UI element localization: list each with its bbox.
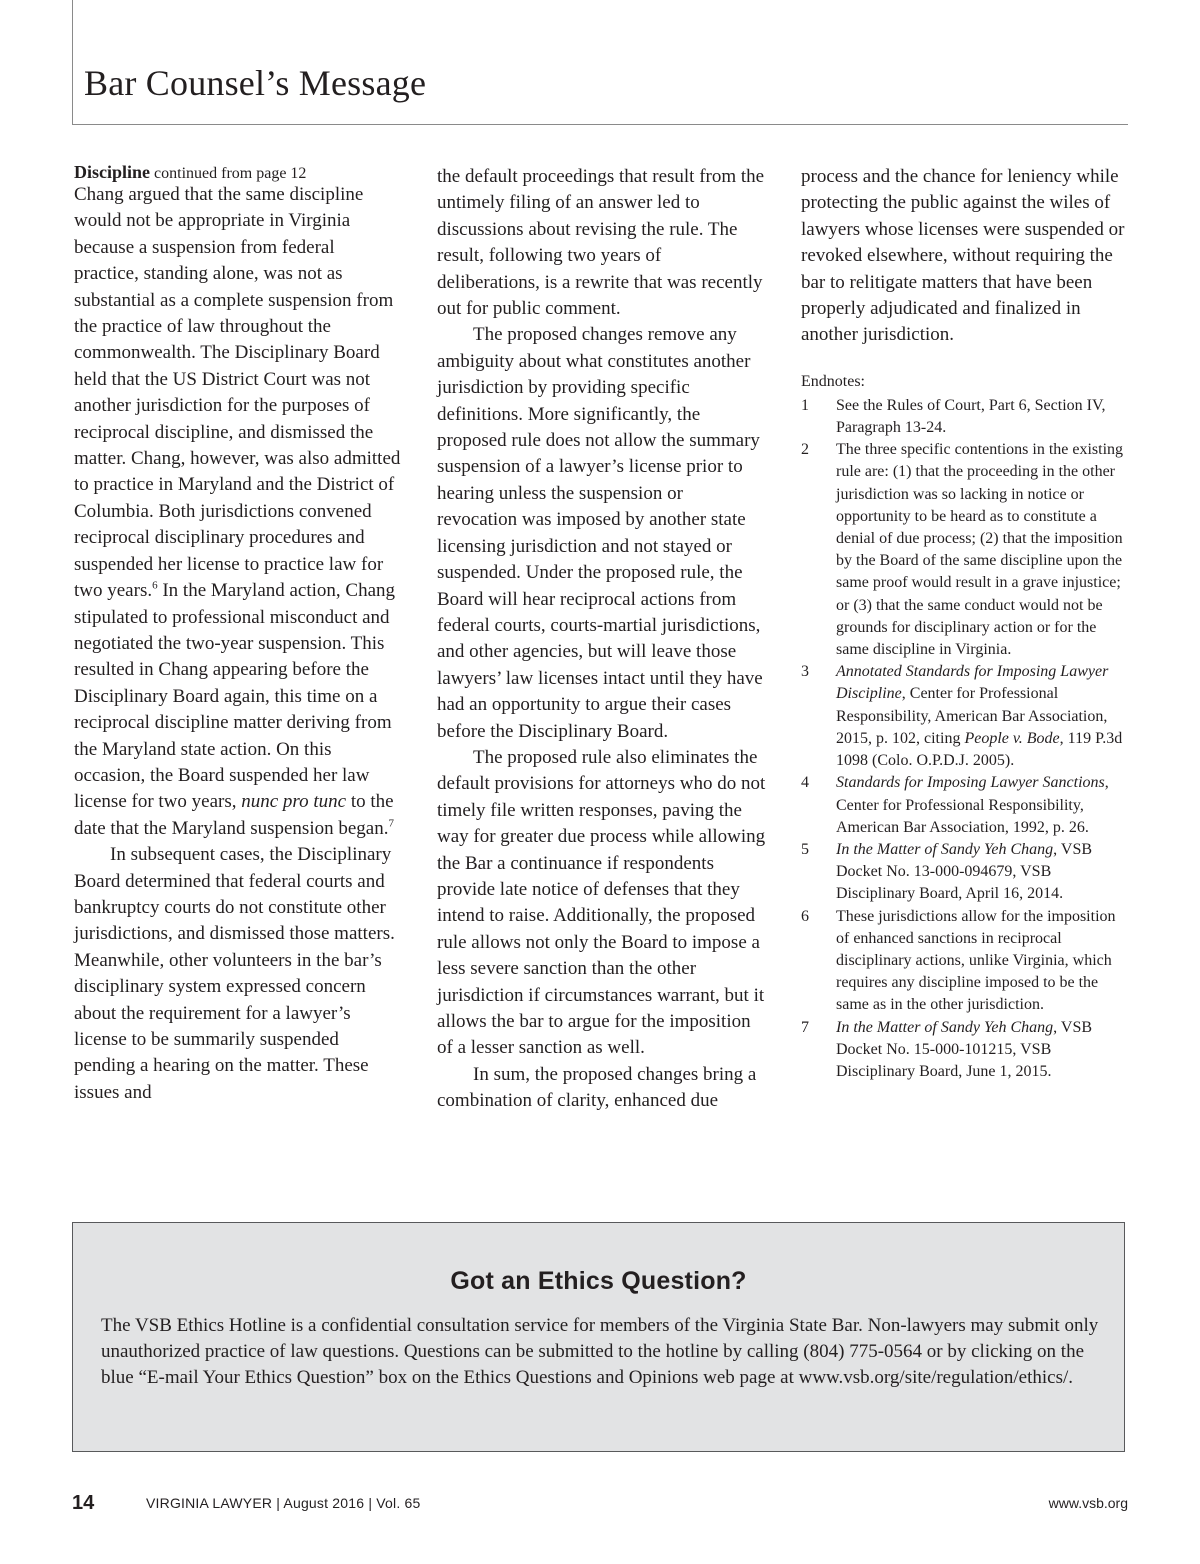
endnote-item	[801, 772, 1129, 839]
endnote-item	[801, 839, 1129, 906]
paragraph: The proposed changes remove any ambiguity about what constitutes another jurisdiction by providing specific definitions. More significantly, the proposed rule does not allow the summary suspension of a lawyer’s license prior to hearing unless the suspension or revocation was imposed by another state licensing jurisdiction and not stayed or suspended. Under the proposed rule, the Board will hear reciprocal actions from federal courts, courts-martial jurisdictions, and other agencies, but will leave those lawyers’ law licenses intact until they have had an opportunity to argue their cases before the Disciplinary Board.	[437, 324, 763, 742]
continued-note	[74, 164, 402, 182]
endnote-text: , VSB Docket No. 15-000-101215, VSB Disciplinary Board, June 1, 2015.	[836, 1018, 1093, 1080]
endnote-item	[801, 395, 1129, 439]
ethics-box-title: Got an Ethics Question?	[450, 1267, 747, 1295]
paragraph: The proposed rule also eliminates the default provisions for attorneys who do not timely file written responses, paving the way for greater due process while allowing the Bar a continuance if respondents provide late notice of defenses that they intend to raise. Additionally, the proposed rule allows not only the Board to impose a less severe sanction than the other jurisdiction if circumstances warrant, but it allows the bar to argue for the imposition of a lesser sanction as well.	[437, 746, 766, 1059]
endnote-number: 6	[801, 907, 809, 925]
paragraph: process and the chance for leniency while protecting the public against the wiles of lawyers whose licenses were suspended or revoked elsewhere, without requiring the bar to relitigate matters that have been properly adjudicated and finalized in another jurisdiction.	[801, 166, 1125, 346]
continued-label: Discipline	[74, 162, 151, 182]
endnote-citation-title: Annotated Standards for Imposing Lawyer Discipline	[836, 663, 1109, 703]
section-title: Bar Counsel’s Message	[84, 63, 427, 103]
endnote-text: , 119 P.3d 1098 (Colo. O.P.D.J. 2005).	[836, 729, 1123, 770]
paragraph: In subsequent cases, the Disciplinary Board determined that federal courts and bankruptcy courts do not constitute other jurisdictions, and dismissed those matters. Meanwhile, other volunteers in the bar’s disciplinary system expressed concern about the requirement for a lawyer’s license to be summarily suspended pending a hearing on the matter. These issues and	[74, 844, 395, 1103]
endnote-item	[801, 439, 1129, 661]
endnote-citation-title: In the Matter of Sandy Yeh Chang	[836, 1018, 1054, 1036]
website-url: www.vsb.org	[1048, 1495, 1128, 1511]
endnote-citation-title: Standards for Imposing Lawyer Sanctions	[836, 774, 1105, 792]
endnote-item	[801, 661, 1129, 772]
paragraph-text: Chang argued that the same discipline would not be appropriate in Virginia because a suspension from federal practice, standing alone, was not as substantial as a complete suspension from the practice of law throughout the commonwealth. The Disciplinary Board held that the US District Court was not another jurisdiction for the purposes of reciprocal discipline, and dismissed the matter. Chang, however, was also admitted to practice in Maryland and the District of Columbia. Both jurisdictions convened reciprocal disciplinary procedures and suspended her license to practice law for two years.	[74, 184, 401, 602]
endnote-citation-title: In the Matter of Sandy Yeh Chang	[836, 840, 1054, 858]
ethics-box-body: The VSB Ethics Hotline is a confidential consultation service for members of the Virginia State Bar. Non-lawyers may submit only unauthorized practice of law questions. Questions can be submitted to the hotline by calling (804) 775-0564 or by clicking on the blue “E-mail Your Ethics Question” box on the Ethics Questions and Opinions web page at www.vsb.org/site/regulation/ethics/.	[101, 1315, 1099, 1388]
page-footer	[72, 1492, 1128, 1520]
article-column-3	[801, 164, 1129, 1083]
paragraph	[74, 182, 402, 842]
endnotes-list	[801, 395, 1129, 1083]
endnote-number: 1	[801, 396, 809, 414]
article-column-1	[74, 164, 402, 1106]
paragraph: the default proceedings that result from the untimely filing of an answer led to discussions about revising the rule. The result, following two years of deliberations, is a rewrite that was recently out for public comment.	[437, 166, 765, 320]
page-number: 14	[72, 1492, 95, 1514]
paragraph-text: to the date that the Maryland suspension began.	[74, 791, 394, 839]
continued-text: continued from page 12	[154, 165, 307, 182]
endnote-text: , Center for Professional Responsibility, American Bar Association, 2015, p. 102, citing	[836, 685, 1108, 747]
endnote-item	[801, 906, 1129, 1017]
endnote-number: 4	[801, 774, 809, 792]
endnote-ref-6: 6	[152, 579, 158, 592]
ethics-callout-box	[72, 1222, 1125, 1452]
endnote-citation-title: People v. Bode	[964, 729, 1060, 747]
endnote-number: 2	[801, 441, 809, 459]
endnotes-heading: Endnotes:	[801, 372, 865, 390]
endnote-item	[801, 1017, 1129, 1084]
header-vertical-rule	[72, 0, 73, 124]
endnote-text: See the Rules of Court, Part 6, Section IV, Paragraph 13-24.	[836, 396, 1106, 437]
publication-line: VIRGINIA LAWYER | August 2016 | Vol. 65	[146, 1495, 421, 1511]
endnote-number: 7	[801, 1018, 809, 1036]
endnote-text: These jurisdictions allow for the imposition of enhanced sanctions in reciprocal disciplinary actions, unlike Virginia, which requires any discipline imposed to be the same as in the other jurisdiction.	[836, 907, 1116, 1014]
paragraph-text: In the Maryland action, Chang stipulated to professional misconduct and negotiated the two-year suspension. This resulted in Chang appearing before the Disciplinary Board again, this time on a reciprocal discipline matter deriving from the Maryland state action. On this occasion, the Board suspended her law license for two years,	[74, 580, 396, 813]
article-column-2	[437, 164, 767, 1115]
paragraph: In sum, the proposed changes bring a combination of clarity, enhanced due	[437, 1063, 757, 1112]
latin-term: nunc pro tunc	[241, 791, 347, 813]
endnote-text: , VSB Docket No. 13-000-094679, VSB Disciplinary Board, April 16, 2014.	[836, 840, 1093, 903]
endnote-text: The three specific contentions in the existing rule are: (1) that the proceeding in the other jurisdiction was so lacking in notice or opportunity to be heard as to constitute a denial of due process; (2) that the imposition by the Board of the same discipline upon the same proof would result in a grave injustice; or (3) that the same conduct would not be grounds for disciplinary action or for the same discipline in Virginia.	[836, 441, 1124, 659]
endnote-ref-7: 7	[388, 817, 394, 830]
endnote-text: , Center for Professional Responsibility, American Bar Association, 1992, p. 26.	[836, 774, 1109, 836]
endnote-number: 5	[801, 840, 809, 858]
endnote-number: 3	[801, 663, 809, 681]
header-horizontal-rule	[72, 124, 1128, 125]
